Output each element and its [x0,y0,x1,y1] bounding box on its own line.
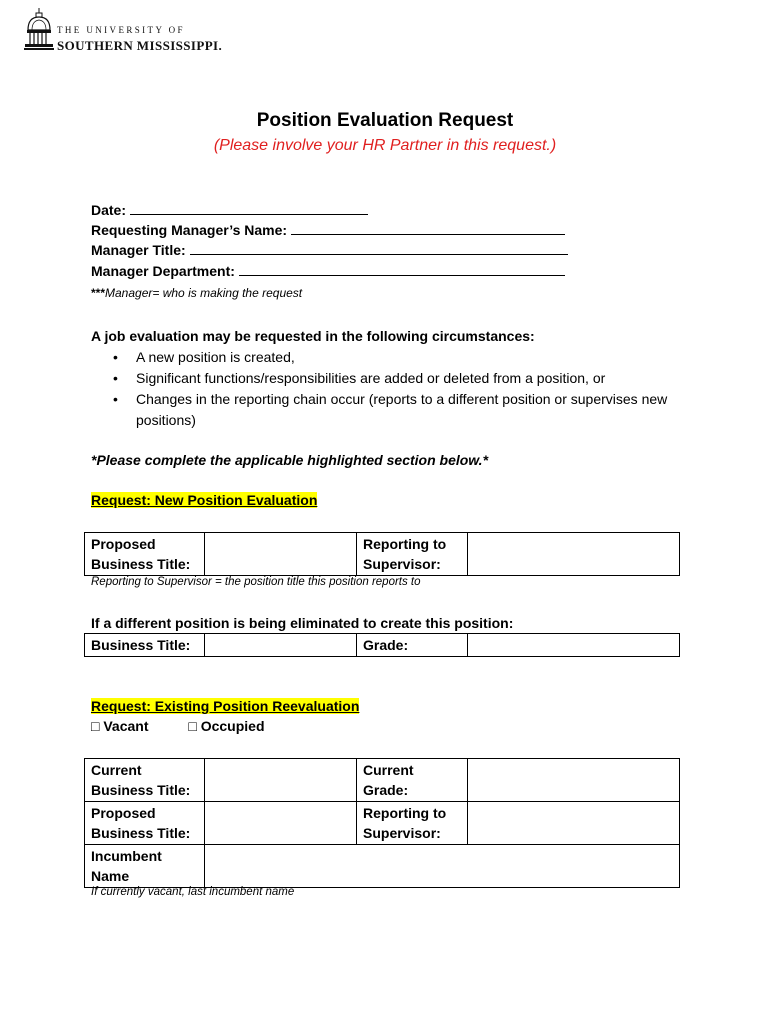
manager-department-row [91,261,565,281]
existing-position-table [84,758,680,888]
instruction-text: *Please complete the applicable highlighted section below.* [91,452,489,468]
manager-department-label: Manager Department: [91,263,235,279]
eliminated-position-table [84,633,680,657]
incumbent-caption: If currently vacant, last incumbent name [91,886,295,898]
circumstances-heading: A job evaluation may be requested in the following circumstances: [91,328,535,344]
logo-line-1: THE UNIVERSITY OF [57,25,185,35]
circumstances-list [91,347,691,431]
date-row [91,200,368,220]
reporting-to-input[interactable] [468,533,680,576]
reporting-to-label: Reporting to Supervisor: [357,533,468,576]
manager-note [91,286,302,300]
current-grade-input[interactable] [468,759,680,802]
manager-title-label: Manager Title: [91,242,186,258]
new-position-table [84,532,680,576]
occupied-checkbox[interactable]: □ Occupied [188,718,265,734]
incumbent-input[interactable] [205,845,680,888]
list-item: • Significant functions/responsibilities are added or deleted from a position, or [91,368,691,389]
logo-line-2: SOUTHERN MISSISSIPPI. [57,38,223,53]
manager-department-field[interactable] [239,261,565,276]
list-item: • Changes in the reporting chain occur (reports to a different position or supervises new positions) [91,389,691,431]
eliminated-heading: If a different position is being eliminated to create this position: [91,615,514,631]
proposed-title-input-existing[interactable] [205,802,357,845]
vacant-checkbox[interactable]: □ Vacant [91,718,149,734]
grade-label: Grade: [357,634,468,657]
manager-note-text: Manager= who is making the request [105,286,303,300]
manager-name-field[interactable] [291,220,565,235]
page-title: Position Evaluation Request [256,110,514,131]
existing-position-heading: Request: Existing Position Reevaluation [91,698,360,714]
current-title-label: Current Business Title: [85,759,205,802]
grade-input[interactable] [468,634,680,657]
manager-title-row [91,240,568,260]
incumbent-label: Incumbent Name [85,845,205,888]
page-subtitle: (Please involve your HR Partner in this request.) [213,137,557,154]
date-field[interactable] [130,200,368,215]
reporting-to-input-existing[interactable] [468,802,680,845]
existing-position-heading-wrap [91,698,359,716]
dome-building-icon [24,8,54,52]
university-logo [24,8,254,54]
new-position-heading-wrap [91,492,317,510]
manager-note-stars: *** [91,286,106,300]
proposed-title-label: Proposed Business Title: [85,533,205,576]
manager-name-label: Requesting Manager’s Name: [91,222,288,238]
manager-name-row [91,220,565,240]
new-position-heading: Request: New Position Evaluation [91,492,318,508]
date-label: Date: [91,202,127,218]
proposed-title-label-existing: Proposed Business Title: [85,802,205,845]
business-title-input[interactable] [205,634,357,657]
proposed-title-input[interactable] [205,533,357,576]
list-item: • A new position is created, [91,347,691,368]
business-title-label: Business Title: [85,634,205,657]
status-checkboxes [91,718,301,734]
current-grade-label: Current Grade: [357,759,468,802]
manager-title-field[interactable] [190,240,568,255]
new-position-caption: Reporting to Supervisor = the position title this position reports to [91,576,421,588]
reporting-to-label-existing: Reporting to Supervisor: [357,802,468,845]
current-title-input[interactable] [205,759,357,802]
